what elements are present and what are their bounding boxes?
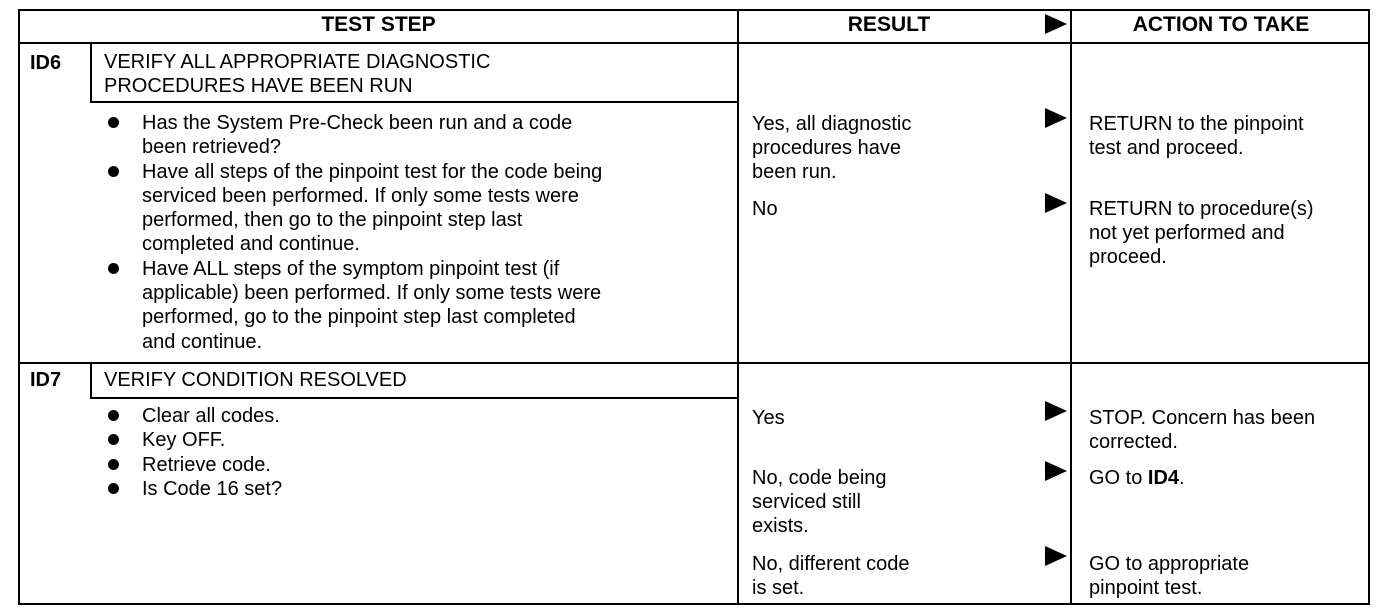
arrow-icon — [1045, 401, 1067, 421]
arrow-icon — [1045, 546, 1067, 566]
list-item: Retrieve code. — [104, 453, 734, 477]
row-divider-id7 — [18, 362, 1370, 364]
arrow-icon — [1045, 193, 1067, 213]
bullet-icon — [108, 459, 119, 470]
step-number-id7: ID7 — [30, 369, 62, 391]
list-item: Is Code 16 set? — [104, 477, 734, 501]
header-divider — [18, 42, 1370, 44]
list-item: Key OFF. — [104, 428, 734, 452]
result-id6-yes: Yes, all diagnostic procedures have been run. — [752, 113, 912, 183]
table-border-left — [18, 9, 20, 605]
step-title-id7: VERIFY CONDITION RESOLVED — [104, 369, 407, 391]
col-divider-stepno — [90, 42, 92, 102]
header-result: RESULT — [847, 13, 931, 36]
header-test-step: TEST STEP — [321, 13, 436, 36]
header-arrow-icon — [1045, 14, 1067, 34]
arrow-icon — [1045, 108, 1067, 128]
bullet-icon — [108, 166, 119, 177]
result-id7-yes: Yes — [752, 407, 785, 429]
arrow-icon — [1045, 461, 1067, 481]
table-border-top — [18, 9, 1370, 11]
table-border-right — [1368, 9, 1370, 605]
list-item: Has the System Pre-Check been run and a code been retrieved? — [104, 111, 734, 160]
col-divider-action — [1070, 9, 1072, 605]
bullet-list-id7 — [104, 404, 734, 501]
bullet-icon — [108, 263, 119, 274]
bullet-icon — [108, 117, 119, 128]
bullet-icon — [108, 434, 119, 445]
action-id7-no-different: GO to appropriate pinpoint test. — [1089, 553, 1250, 599]
action-id6-no: RETURN to procedure(s) not yet performed and proceed. — [1089, 198, 1314, 268]
col-divider-stepno-id7 — [90, 362, 92, 398]
id6-title-underline — [90, 101, 738, 103]
step-title-id6: VERIFY ALL APPROPRIATE DIAGNOSTIC PROCEDURES HAVE BEEN RUN — [104, 51, 491, 97]
list-item: Clear all codes. — [104, 404, 734, 428]
action-id7-yes: STOP. Concern has been corrected. — [1089, 407, 1316, 453]
result-id6-no: No — [752, 198, 778, 220]
table-border-bottom — [18, 603, 1370, 605]
result-id7-no-code: No, code being serviced still exists. — [752, 467, 887, 537]
action-id7-no-code: GO to ID4. — [1089, 467, 1185, 489]
bullet-icon — [108, 483, 119, 494]
id7-title-underline — [90, 397, 738, 399]
list-item: Have all steps of the pinpoint test for the code being serviced been performed. If only some tests were performed, then go to the pinpoint step last completed and continue. — [104, 160, 734, 257]
bullet-list-id6 — [104, 111, 734, 354]
list-item: Have ALL steps of the symptom pinpoint test (if applicable) been performed. If only some tests were performed, go to the pinpoint step last completed and continue. — [104, 257, 734, 354]
col-divider-result — [737, 9, 739, 605]
result-id7-no-different: No, different code is set. — [752, 553, 910, 599]
bullet-icon — [108, 410, 119, 421]
step-number-id6: ID6 — [30, 52, 62, 74]
action-id6-yes: RETURN to the pinpoint test and proceed. — [1089, 113, 1304, 159]
header-action: ACTION TO TAKE — [1132, 13, 1310, 36]
